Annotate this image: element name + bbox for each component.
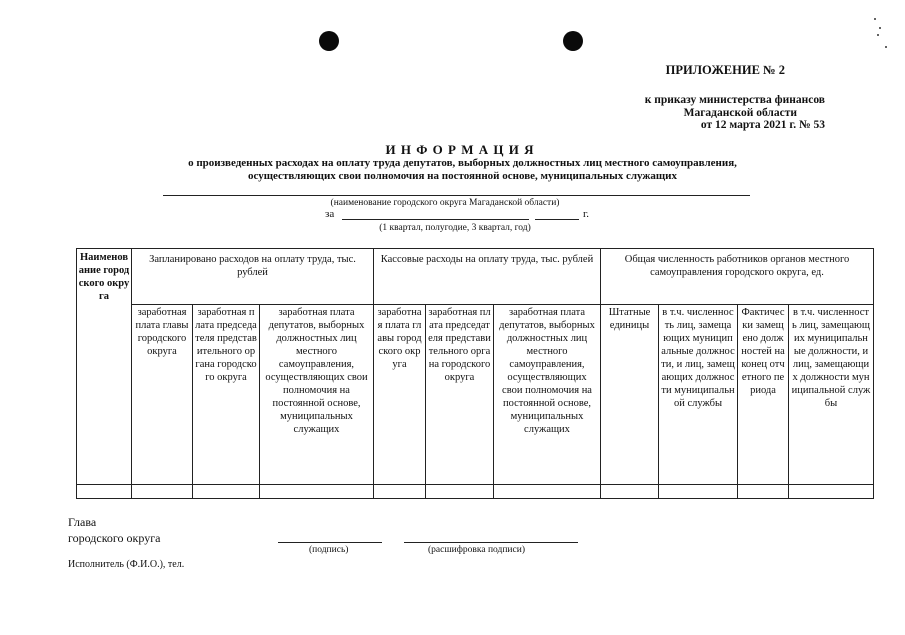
- col-cash-head: заработная плата главы городского округа: [374, 305, 426, 485]
- scan-speck: [877, 34, 879, 36]
- signature-decode-caption: (расшифровка подписи): [428, 545, 525, 555]
- annex-line-1: к приказу министерства финансов: [644, 94, 825, 106]
- scan-speck: [879, 27, 881, 29]
- table-row: [77, 485, 874, 499]
- signature-glava: Глава: [68, 515, 97, 529]
- year-line: [535, 219, 579, 220]
- year-suffix: г.: [583, 208, 590, 220]
- executor-label: Исполнитель (Ф.И.О.), тел.: [68, 559, 185, 570]
- table-cell: [494, 485, 601, 499]
- document-title: И Н Ф О Р М А Ц И Я: [385, 142, 535, 157]
- col-okrug-name: Наименование городского округа: [77, 249, 132, 485]
- col-staff-incl-actual: в т.ч. численность лиц, замещающих муниципальные должности, и лиц, замещающих должности муниципальной службы: [789, 305, 874, 485]
- table-cell: [77, 485, 132, 499]
- col-cash-deputies: заработная плата депутатов, выборных должностных лиц местного самоуправления, осуществляющих свои полномочия на постоянной основе, муниципальных служащих: [494, 305, 601, 485]
- col-staff-incl-units: в т.ч. численность лиц, замещающих муниципальные должности, и лиц, замещающих должности муниципальной службы: [659, 305, 738, 485]
- punch-hole-left: [319, 31, 339, 51]
- group-staff: Общая численность работников органов местного самоуправления городского округа, ед.: [601, 249, 874, 305]
- table-cell: [738, 485, 789, 499]
- subtitle-line-1: о произведенных расходах на оплату труда депутатов, выборных должностных лиц местного самоуправления,: [188, 157, 737, 169]
- col-planned-deputies: заработная плата депутатов, выборных должностных лиц местного самоуправления, осуществляющих свои полномочия на постоянной основе, муниципальных служащих: [260, 305, 374, 485]
- annex-line-3: от 12 марта 2021 г. № 53: [700, 119, 825, 131]
- scan-speck: [874, 18, 876, 20]
- document-subtitle: [100, 157, 825, 182]
- group-cash: Кассовые расходы на оплату труда, тыс. рублей: [374, 249, 601, 305]
- okrug-name-caption: (наименование городского округа Магаданской области): [330, 198, 560, 208]
- okrug-name-line: [163, 195, 750, 196]
- table-cell: [374, 485, 426, 499]
- col-staff-actual: Фактически замещено должностей на конец отчетного периода: [738, 305, 789, 485]
- annex-block: [560, 94, 825, 132]
- table-cell: [260, 485, 374, 499]
- table-cell: [601, 485, 659, 499]
- period-label: за: [325, 208, 335, 220]
- col-cash-chair: заработная плата председателя представительного органа городского округа: [426, 305, 494, 485]
- table-cell: [193, 485, 260, 499]
- group-planned: Запланировано расходов на оплату труда, тыс. рублей: [132, 249, 374, 305]
- col-planned-head: заработная плата главы городского округа: [132, 305, 193, 485]
- table-cell: [426, 485, 494, 499]
- report-table: [76, 248, 874, 499]
- signature-caption: (подпись): [309, 545, 349, 555]
- punch-hole-right: [563, 31, 583, 51]
- col-staff-units: Штатные единицы: [601, 305, 659, 485]
- signature-okrug: городского округа: [68, 531, 161, 545]
- signature-line: [278, 542, 382, 543]
- table-cell: [789, 485, 874, 499]
- col-planned-chair: заработная плата председателя представительного органа городского округа: [193, 305, 260, 485]
- annex-title: ПРИЛОЖЕНИЕ № 2: [665, 63, 785, 77]
- table-cell: [659, 485, 738, 499]
- period-caption: (1 квартал, полугодие, 3 квартал, год): [379, 223, 531, 233]
- table-cell: [132, 485, 193, 499]
- scan-speck: [885, 46, 887, 48]
- subtitle-line-2: осуществляющих свои полномочия на постоянной основе, муниципальных служащих: [248, 169, 677, 182]
- annex-line-2: Магаданской области: [683, 106, 797, 119]
- signature-decode-line: [404, 542, 578, 543]
- period-line: [342, 219, 529, 220]
